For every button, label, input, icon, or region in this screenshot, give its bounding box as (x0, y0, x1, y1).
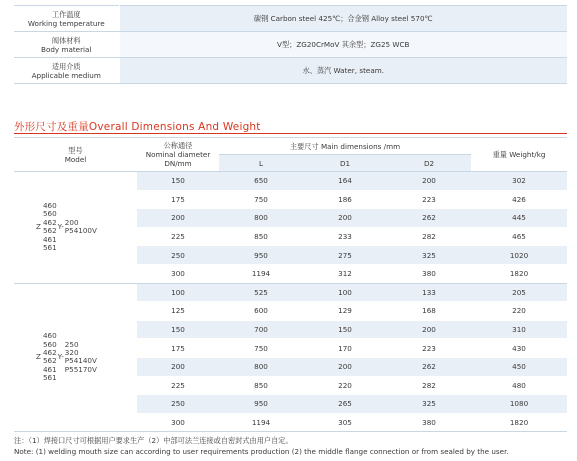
d2-cell: 325 (387, 246, 471, 265)
l-cell: 650 (219, 172, 303, 191)
d2-cell: 380 (387, 264, 471, 283)
d2-cell: 262 (387, 357, 471, 376)
property-label-en: Body material (41, 44, 92, 54)
model-number: 462 (42, 217, 57, 227)
model-number: 460 (42, 201, 57, 211)
d1-cell: 220 (303, 376, 387, 395)
dn-cell: 200 (137, 209, 219, 228)
header-model: 型号 Model (14, 138, 137, 172)
property-label-en: Applicable medium (31, 70, 101, 80)
weight-cell: 430 (471, 339, 567, 358)
header-d2: D2 (387, 155, 471, 172)
weight-cell: 480 (471, 376, 567, 395)
d2-cell: 282 (387, 376, 471, 395)
dn-cell: 250 (137, 395, 219, 414)
property-label (14, 58, 119, 84)
d2-cell: 223 (387, 190, 471, 209)
header-l: L (219, 155, 303, 172)
weight-cell: 302 (471, 172, 567, 191)
model-spec: 320 (64, 348, 79, 358)
dn-cell: 175 (137, 339, 219, 358)
d1-cell: 186 (303, 190, 387, 209)
section-title-underline (14, 133, 567, 134)
property-label (14, 32, 119, 58)
weight-cell: 310 (471, 320, 567, 339)
model-spec: P55170V (64, 364, 97, 374)
weight-cell: 1820 (471, 264, 567, 283)
weight-cell: 450 (471, 357, 567, 376)
dn-cell: 225 (137, 227, 219, 246)
model-number: 560 (42, 209, 57, 219)
d1-cell: 100 (303, 283, 387, 302)
model-spec: P54140V (64, 356, 97, 366)
table-row (14, 283, 567, 302)
property-label-cn: 工作温度 (51, 9, 81, 19)
weight-cell: 1820 (471, 413, 567, 432)
dn-cell: 150 (137, 172, 219, 191)
note-english: Note: (1) welding mouth size can according to user requirements production (2) the middle flange connection or from sealed by the user. (14, 447, 509, 456)
dn-cell: 200 (137, 357, 219, 376)
note-chinese: 注：（1）焊接口尺寸可根据用户要求生产（2）中部可法兰连接或自密封式由用户自定。 (14, 436, 293, 445)
model-number: 461 (42, 234, 57, 244)
d2-cell: 282 (387, 227, 471, 246)
model-spec: P54100V (64, 226, 97, 236)
d1-cell: 265 (303, 395, 387, 414)
l-cell: 750 (219, 339, 303, 358)
property-label (14, 6, 119, 32)
d1-cell: 200 (303, 209, 387, 228)
header-main-dimensions: 主要尺寸 Main dimensions /mm (219, 138, 471, 155)
d2-cell: 380 (387, 413, 471, 432)
model-dash: Y- (57, 222, 64, 232)
model-number: 462 (42, 348, 57, 358)
property-row (14, 6, 567, 32)
weight-cell: 445 (471, 209, 567, 228)
model-prefix: Z (36, 222, 41, 232)
d1-cell: 200 (303, 357, 387, 376)
d2-cell: 133 (387, 283, 471, 302)
properties-table (14, 5, 567, 84)
model-number: 460 (42, 331, 57, 341)
weight-cell: 465 (471, 227, 567, 246)
d2-cell: 223 (387, 339, 471, 358)
table-row (14, 172, 567, 191)
model-number: 562 (42, 226, 57, 236)
section-title: 外形尺寸及重量Overall Dimensions And Weight (14, 121, 261, 133)
weight-cell: 220 (471, 302, 567, 321)
property-label-cn: 适用介质 (51, 61, 81, 71)
model-cell (14, 283, 137, 432)
dn-cell: 300 (137, 413, 219, 432)
dn-cell: 225 (137, 376, 219, 395)
property-value: V型；ZG20CrMoV 其余型；ZG25 WCB (119, 32, 567, 58)
l-cell: 800 (219, 209, 303, 228)
d1-cell: 312 (303, 264, 387, 283)
l-cell: 600 (219, 302, 303, 321)
l-cell: 850 (219, 376, 303, 395)
l-cell: 800 (219, 357, 303, 376)
header-weight: 重量 Weight/kg (471, 138, 567, 172)
d1-cell: 233 (303, 227, 387, 246)
d1-cell: 275 (303, 246, 387, 265)
dn-cell: 300 (137, 264, 219, 283)
l-cell: 1194 (219, 413, 303, 432)
model-spec: 250 (64, 339, 79, 349)
model-spec: 200 (64, 217, 79, 227)
dn-cell: 150 (137, 320, 219, 339)
l-cell: 950 (219, 395, 303, 414)
d2-cell: 325 (387, 395, 471, 414)
dn-cell: 125 (137, 302, 219, 321)
property-value: 水、蒸汽 Water, steam. (119, 58, 567, 84)
l-cell: 850 (219, 227, 303, 246)
l-cell: 525 (219, 283, 303, 302)
weight-cell: 1080 (471, 395, 567, 414)
d1-cell: 170 (303, 339, 387, 358)
model-number: 560 (42, 339, 57, 349)
d1-cell: 305 (303, 413, 387, 432)
model-cell (14, 172, 137, 284)
d1-cell: 164 (303, 172, 387, 191)
model-dash: Y- (57, 352, 64, 362)
l-cell: 950 (219, 246, 303, 265)
weight-cell: 205 (471, 283, 567, 302)
property-row (14, 32, 567, 58)
d1-cell: 129 (303, 302, 387, 321)
l-cell: 700 (219, 320, 303, 339)
model-number: 562 (42, 356, 57, 366)
property-label-en: Working temperature (27, 18, 105, 28)
dn-cell: 175 (137, 190, 219, 209)
model-number: 561 (42, 243, 57, 253)
dn-cell: 250 (137, 246, 219, 265)
header-nominal-diameter: 公称通径 Nominal diameter DN/mm (137, 138, 219, 172)
d1-cell: 150 (303, 320, 387, 339)
d2-cell: 168 (387, 302, 471, 321)
dn-cell: 100 (137, 283, 219, 302)
header-d1: D1 (303, 155, 387, 172)
model-prefix: Z (36, 352, 41, 362)
weight-cell: 426 (471, 190, 567, 209)
l-cell: 1194 (219, 264, 303, 283)
property-row (14, 58, 567, 84)
property-value: 碳钢 Carbon steel 425℃；合金钢 Alloy steel 570℃ (119, 6, 567, 32)
d2-cell: 262 (387, 209, 471, 228)
weight-cell: 1020 (471, 246, 567, 265)
model-number: 561 (42, 373, 57, 383)
property-label-cn: 阀体材料 (51, 35, 81, 45)
model-number: 461 (42, 364, 57, 374)
l-cell: 750 (219, 190, 303, 209)
dimensions-table (14, 137, 567, 432)
d2-cell: 200 (387, 320, 471, 339)
d2-cell: 200 (387, 172, 471, 191)
